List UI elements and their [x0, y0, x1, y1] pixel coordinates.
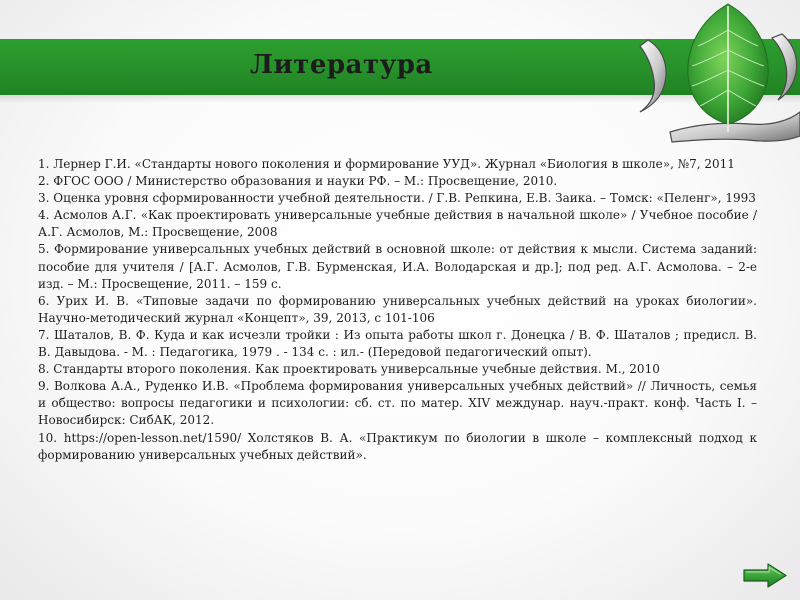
- reference-item: 4. Асмолов А.Г. «Как проектировать универсальные учебные действия в начальной школе» / Учебное пособие / А.Г. Асмолов, М.: Просвещение, 2008: [38, 208, 757, 240]
- reference-item: 9. Волкова А.А., Руденко И.В. «Проблема формирования универсальных учебных действий» // Личность, семья и общество: вопросы педагогики и психологии: сб. ст. по матер. XIV междунар. науч.-практ. конф. Часть I. – Новосибирск: СибАК, 2012.: [38, 379, 757, 428]
- next-slide-button[interactable]: [742, 562, 788, 589]
- reference-item: 5. Формирование универсальных учебных действий в основной школе: от действия к мысли. Система заданий: пособие для учителя / [А.Г. Асмолов, Г.В. Бурменская, И.А. Володарская и др.]; под ред. А.Г. Асмолова. – 2-е изд. – М.: Просвещение, 2011. – 159 с.: [38, 242, 757, 291]
- references-list: [38, 156, 757, 464]
- reference-item: 3. Оценка уровня сформированности учебной деятельности. / Г.В. Репкина, Е.В. Заика. – Томск: «Пеленг», 1993: [38, 191, 756, 206]
- reference-item: 7. Шаталов, В. Ф. Куда и как исчезли тройки : Из опыта работы школ г. Донецка / В. Ф. Шаталов ; предисл. В. В. Давыдова. - М. : Педагогика, 1979 . - 134 с. : ил.- (Передовой педагогический опыт).: [38, 327, 757, 360]
- arrow-right-icon: [744, 564, 786, 587]
- slide-title: Литература: [250, 50, 433, 80]
- reference-item: 8. Стандарты второго поколения. Как проектировать универсальные учебные действия. М., 2010: [38, 362, 660, 377]
- reference-item: 10. https://open-lesson.net/1590/ Холстяков В. А. «Практикум по биологии в школе – комплексный подход к формированию универсальных учебных действий».: [38, 430, 757, 462]
- reference-item: 2. ФГОС ООО / Министерство образования и науки РФ. – М.: Просвещение, 2010.: [38, 174, 558, 189]
- reference-item: 6. Урих И. В. «Типовые задачи по формированию универсальных учебных действий на уроках биологии». Научно-методический журнал «Концепт», 39, 2013, с 101-106: [38, 293, 757, 325]
- leaf-in-hands-icon: [600, 0, 800, 160]
- reference-item: 1. Лернер Г.И. «Стандарты нового поколения и формирование УУД». Журнал «Биология в школе», №7, 2011: [38, 157, 735, 171]
